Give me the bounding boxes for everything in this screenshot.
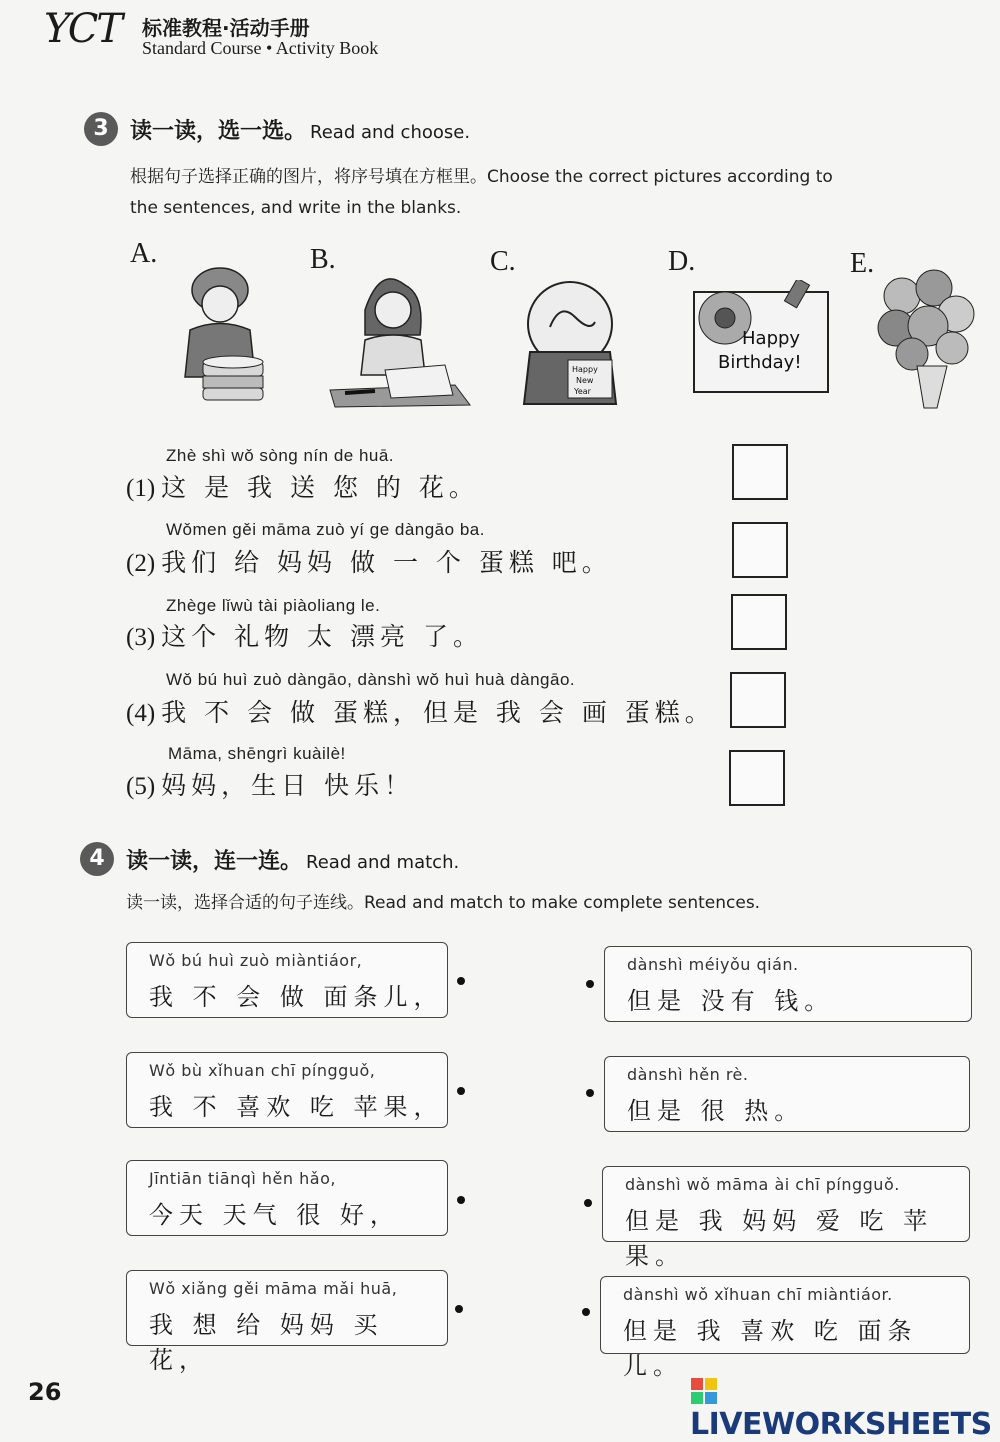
page-number: 26: [28, 1378, 62, 1406]
liveworksheets-logo-icon: [690, 1377, 718, 1405]
sentence-4-text: 我 不 会 做 蛋糕，但是 我 会 画 蛋糕。: [161, 698, 715, 727]
sentence-2-text: 我们 给 妈妈 做 一 个 蛋糕 吧。: [161, 548, 612, 577]
match-right-1-pinyin: dànshì méiyǒu qián.: [627, 955, 799, 974]
picture-label-a: A.: [130, 238, 158, 269]
sentence-4-index: (4): [126, 700, 156, 727]
match-left-2-text: 我 不 喜欢 吃 苹果，: [149, 1093, 444, 1121]
picture-label-b: B.: [310, 244, 336, 275]
answer-box-4[interactable]: [730, 672, 786, 728]
match-right-4[interactable]: [600, 1276, 970, 1380]
svg-text:Year: Year: [574, 387, 591, 396]
sentence-5-index: (5): [126, 773, 156, 800]
picture-label-e: E.: [850, 248, 875, 279]
section-3-number: 3: [84, 112, 118, 146]
match-left-3-pinyin: Jīntiān tiānqì hěn hǎo,: [149, 1169, 336, 1188]
match-right-1-text: 但是 没有 钱。: [627, 987, 835, 1015]
sentence-1-index: (1): [126, 475, 156, 502]
svg-text:Birthday!: Birthday!: [718, 352, 802, 373]
sentence-2: [126, 543, 612, 579]
answer-box-1[interactable]: [732, 444, 788, 500]
match-left-4[interactable]: [126, 1270, 448, 1374]
match-left-2-pinyin: Wǒ bù xǐhuan chī píngguǒ,: [149, 1061, 376, 1080]
match-left-1-text: 我 不 会 做 面条儿，: [149, 983, 444, 1011]
match-left-2[interactable]: [126, 1052, 448, 1128]
sentence-2-pinyin: Wǒmen gěi māma zuò yí ge dàngāo ba.: [166, 520, 485, 539]
answer-box-3[interactable]: [731, 594, 787, 650]
sentence-1-text: 这 是 我 送 您 的 花。: [161, 473, 479, 502]
match-right-3-text: 但是 我 妈妈 爱 吃 苹果。: [625, 1207, 934, 1270]
flower-bouquet-icon: [872, 266, 982, 411]
match-right-3[interactable]: [602, 1166, 970, 1270]
birthday-card-icon: [690, 280, 835, 398]
picture-label-d: D.: [668, 246, 696, 277]
answer-box-5[interactable]: [729, 750, 785, 806]
sentence-5-pinyin: Māma, shēngrì kuàilè!: [168, 744, 346, 763]
sentence-3-text: 这个 礼物 太 漂亮 了。: [161, 622, 483, 651]
sentence-4: [126, 693, 715, 729]
section-4-title-en: Read and match.: [306, 852, 460, 873]
match-right-3-pinyin: dànshì wǒ māma ài chī píngguǒ.: [625, 1175, 900, 1194]
match-left-1[interactable]: [126, 942, 448, 1018]
match-right-4-pinyin: dànshì wǒ xǐhuan chī miàntiáor.: [623, 1285, 893, 1304]
section-4-title: [126, 844, 459, 875]
svg-text:New: New: [576, 376, 594, 385]
sentence-4-pinyin: Wǒ bú huì zuò dàngāo, dànshì wǒ huì huà dàngāo.: [166, 670, 576, 689]
sentence-5: [126, 766, 414, 802]
section-3-title-en: Read and choose.: [310, 122, 471, 143]
sentence-3: [126, 617, 483, 653]
match-right-4-dot[interactable]: [582, 1308, 590, 1316]
match-right-2-dot[interactable]: [586, 1089, 594, 1097]
svg-text:Happy: Happy: [742, 328, 801, 349]
sentence-5-text: 妈妈，生日 快乐！: [161, 771, 415, 800]
boy-with-cake-icon: [155, 262, 305, 412]
picture-label-c: C.: [490, 246, 516, 277]
snow-globe-icon: [520, 272, 630, 412]
sentence-1: [126, 468, 479, 504]
match-left-1-dot[interactable]: [457, 977, 465, 985]
section-3-instruction-line2: the sentences, and write in the blanks.: [130, 198, 462, 218]
section-3-title-cn: 读一读，选一选。: [130, 119, 307, 144]
match-left-4-pinyin: Wǒ xiǎng gěi māma mǎi huā,: [149, 1279, 398, 1298]
liveworksheets-brand[interactable]: [690, 1372, 1000, 1442]
match-left-3-text: 今天 天气 很 好，: [149, 1201, 400, 1229]
match-right-2-text: 但是 很 热。: [627, 1097, 805, 1125]
match-right-2[interactable]: [604, 1056, 970, 1132]
liveworksheets-text: LIVEWORKSHEETS: [690, 1407, 992, 1442]
match-left-4-dot[interactable]: [455, 1305, 463, 1313]
match-right-3-dot[interactable]: [584, 1199, 592, 1207]
book-title-cn: 标准教程·活动手册: [142, 16, 310, 40]
section-3-instruction-line1: 根据句子选择正确的图片，将序号填在方框里。Choose the correct pictures according to: [130, 167, 833, 187]
section-4-instruction: 读一读，选择合适的句子连线。Read and match to make complete sentences.: [126, 893, 761, 913]
match-left-3-dot[interactable]: [457, 1196, 465, 1204]
svg-text:Happy: Happy: [572, 365, 598, 374]
sentence-2-index: (2): [126, 550, 156, 577]
match-right-1[interactable]: [604, 946, 972, 1022]
match-right-4-text: 但是 我 喜欢 吃 面条儿。: [623, 1317, 918, 1380]
yct-logo: YCT: [44, 6, 121, 52]
section-3-title: [130, 114, 470, 145]
match-left-1-pinyin: Wǒ bú huì zuò miàntiáor,: [149, 951, 363, 970]
match-left-4-text: 我 想 给 妈妈 买 花，: [149, 1311, 384, 1374]
match-left-3[interactable]: [126, 1160, 448, 1236]
sentence-1-pinyin: Zhè shì wǒ sòng nín de huā.: [166, 446, 395, 465]
book-title-en: Standard Course • Activity Book: [142, 38, 379, 58]
match-left-2-dot[interactable]: [457, 1087, 465, 1095]
answer-box-2[interactable]: [732, 522, 788, 578]
girl-drawing-icon: [325, 265, 475, 410]
section-4-title-cn: 读一读，连一连。: [126, 849, 303, 874]
sentence-3-index: (3): [126, 624, 156, 651]
section-4-number: 4: [80, 842, 114, 876]
sentence-3-pinyin: Zhège lǐwù tài piàoliang le.: [166, 596, 381, 615]
match-right-2-pinyin: dànshì hěn rè.: [627, 1065, 749, 1084]
match-right-1-dot[interactable]: [586, 980, 594, 988]
